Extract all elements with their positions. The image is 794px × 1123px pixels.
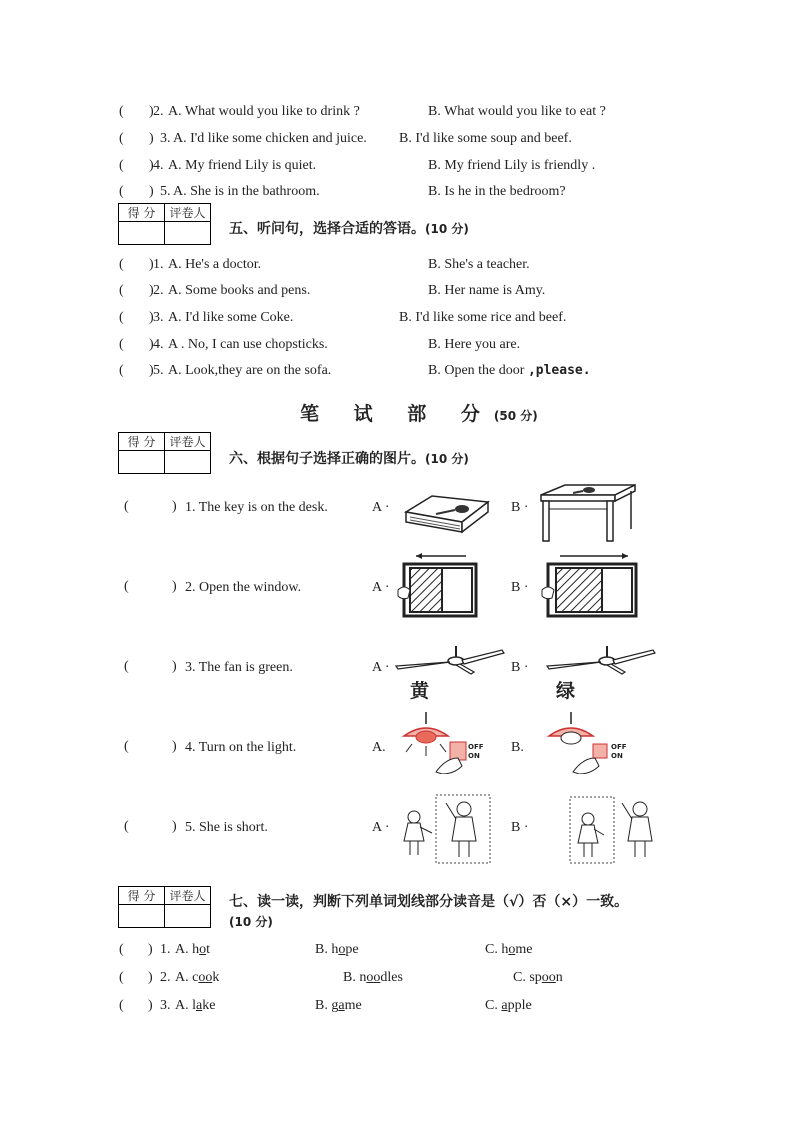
- item-number: 3.: [153, 310, 164, 325]
- answer-paren[interactable]: (: [119, 998, 124, 1013]
- answer-paren-close: ): [149, 184, 154, 199]
- word-part: A. l: [175, 998, 196, 1013]
- score-box: [118, 432, 211, 474]
- option-a: A . No, I can use chopsticks.: [168, 337, 328, 352]
- switch-on-label: ON: [468, 752, 480, 760]
- option-a-label[interactable]: A ·: [372, 580, 390, 595]
- word-part: A. h: [175, 942, 200, 957]
- item-number: 5.: [185, 820, 196, 835]
- word-part: me: [344, 998, 362, 1013]
- option-b: [315, 942, 359, 958]
- item-number: 3.: [160, 131, 171, 146]
- option-a: A. Look,they are on the sofa.: [168, 363, 332, 378]
- option-a: A. My friend Lily is quiet.: [168, 158, 317, 173]
- answer-paren[interactable]: (: [119, 363, 124, 378]
- answer-paren-close: ): [149, 104, 154, 119]
- option-b-label[interactable]: B ·: [511, 500, 529, 515]
- answer-paren[interactable]: (: [119, 131, 124, 146]
- grader-cell[interactable]: [165, 905, 211, 928]
- option-a: [175, 942, 210, 958]
- section5-title: 五、听问句，选择合适的答语。: [229, 221, 425, 237]
- answer-paren-close: ): [172, 739, 177, 754]
- option-c: [485, 942, 532, 958]
- answer-paren-close: ): [149, 131, 154, 146]
- window-opening-picture[interactable]: [538, 550, 638, 620]
- answer-paren[interactable]: (: [124, 579, 129, 594]
- book-with-key-picture[interactable]: [402, 492, 490, 538]
- option-c: [485, 998, 532, 1014]
- option-a: A. I'd like some Coke.: [168, 310, 294, 325]
- answer-paren-close: ): [149, 158, 154, 173]
- short-and-tall-girls-picture[interactable]: [398, 793, 494, 865]
- switch-off-label: OFF: [468, 743, 484, 751]
- item-number: 3.: [160, 998, 171, 1013]
- word-part: B. g: [315, 998, 339, 1013]
- option-b-tail: ,please.: [527, 363, 591, 378]
- item-number: 2.: [160, 970, 171, 985]
- written-title-points: (50 分): [493, 409, 538, 423]
- underlined-part: o: [338, 942, 346, 957]
- item-text: Open the window.: [199, 580, 302, 595]
- desk-with-key-picture[interactable]: [535, 483, 637, 543]
- answer-paren[interactable]: (: [119, 310, 124, 325]
- option-a: [175, 998, 215, 1014]
- word-part: n: [555, 970, 563, 985]
- option-b: [315, 998, 362, 1014]
- answer-paren[interactable]: (: [119, 970, 124, 985]
- answer-paren-close: ): [149, 257, 154, 272]
- item-sentence: [185, 740, 296, 756]
- word-part: me: [515, 942, 533, 957]
- score-label: 得 分: [119, 433, 165, 451]
- item-sentence: [185, 500, 328, 516]
- item-number: 2.: [153, 104, 164, 119]
- answer-paren[interactable]: (: [119, 257, 124, 272]
- underlined-part: oo: [366, 970, 381, 985]
- answer-paren[interactable]: (: [124, 659, 129, 674]
- word-part: dles: [380, 970, 403, 985]
- option-b: B. Her name is Amy.: [428, 283, 546, 298]
- answer-paren-close: ): [172, 819, 177, 834]
- answer-paren[interactable]: (: [119, 283, 124, 298]
- answer-paren[interactable]: (: [119, 337, 124, 352]
- option-b: B. I'd like some soup and beef.: [399, 131, 572, 146]
- option-b-label[interactable]: B ·: [511, 820, 529, 835]
- item-text: The fan is green.: [198, 660, 293, 675]
- word-part: C. h: [485, 942, 509, 957]
- score-label: 得 分: [119, 887, 165, 905]
- option-b-label[interactable]: B ·: [511, 660, 529, 675]
- item-sentence: [185, 660, 293, 676]
- section5-points: (10 分): [425, 222, 469, 236]
- section7-points: (10 分): [229, 915, 273, 929]
- word-part: t: [206, 942, 211, 957]
- answer-paren-close: ): [148, 998, 153, 1013]
- word-part: C.: [485, 998, 502, 1013]
- underlined-part: oo: [541, 970, 556, 985]
- written-part-title: [300, 399, 538, 426]
- item-number: 4.: [153, 158, 164, 173]
- item-number: 1.: [153, 257, 164, 272]
- option-b: [343, 970, 403, 986]
- fan-color-label-b: 绿: [556, 680, 576, 702]
- option-a-label[interactable]: A ·: [372, 500, 390, 515]
- option-a: A. Some books and pens.: [168, 283, 311, 298]
- answer-paren-close: ): [149, 310, 154, 325]
- answer-paren-close: ): [172, 499, 177, 514]
- section7-heading: 七、读一读，判断下列单词划线部分读音是（√）否（×）一致。: [229, 894, 629, 910]
- word-part: B. n: [343, 970, 367, 985]
- score-label: 得 分: [119, 204, 165, 222]
- option-b: [428, 363, 591, 379]
- option-b-label[interactable]: B ·: [511, 580, 529, 595]
- option-a: A. What would you like to drink ?: [168, 104, 360, 119]
- answer-paren-close: ): [172, 659, 177, 674]
- word-part: B. h: [315, 942, 339, 957]
- item-number: 5.: [160, 184, 171, 199]
- answer-paren-close: ): [172, 579, 177, 594]
- grader-label: 评卷人: [165, 887, 211, 905]
- answer-paren-close: ): [148, 942, 153, 957]
- word-part: k: [212, 970, 220, 985]
- option-b: B. My friend Lily is friendly .: [428, 158, 596, 173]
- section6-points: (10 分): [425, 452, 469, 466]
- answer-paren-close: ): [149, 283, 154, 298]
- word-part: ke: [202, 998, 216, 1013]
- item-sentence: [185, 580, 301, 596]
- word-part: pple: [507, 998, 532, 1013]
- underlined-part: a: [501, 998, 508, 1013]
- option-a-label[interactable]: A.: [372, 740, 386, 755]
- option-a: A. He's a doctor.: [168, 257, 262, 272]
- word-part: pe: [345, 942, 359, 957]
- underlined-part: oo: [198, 970, 213, 985]
- underlined-part: o: [199, 942, 207, 957]
- item-number: 5.: [153, 363, 164, 378]
- option-c: [513, 970, 563, 986]
- item-number: 2.: [153, 283, 164, 298]
- item-number: 1.: [160, 942, 171, 957]
- answer-paren-close: ): [149, 363, 154, 378]
- underlined-part: a: [338, 998, 345, 1013]
- option-a-label[interactable]: A ·: [372, 660, 390, 675]
- answer-paren[interactable]: (: [119, 104, 124, 119]
- section6-title: 六、根据句子选择正确的图片。: [229, 451, 425, 467]
- option-a: A. She is in the bathroom.: [173, 184, 320, 199]
- option-a: A. I'd like some chicken and juice.: [173, 131, 367, 146]
- score-cell[interactable]: [119, 222, 165, 245]
- word-part: A. c: [175, 970, 199, 985]
- score-cell[interactable]: [119, 451, 165, 474]
- option-b: B. I'd like some rice and beef.: [399, 310, 567, 325]
- item-text: The key is on the desk.: [198, 500, 328, 515]
- item-number: 1.: [185, 500, 196, 515]
- answer-paren[interactable]: (: [119, 942, 124, 957]
- grader-cell[interactable]: [165, 451, 211, 474]
- underlined-part: a: [196, 998, 203, 1013]
- score-cell[interactable]: [119, 905, 165, 928]
- answer-paren[interactable]: (: [119, 158, 124, 173]
- grader-label: 评卷人: [165, 204, 211, 222]
- item-text: She is short.: [199, 820, 268, 835]
- written-title-text: 笔 试 部 分: [300, 403, 494, 425]
- option-b: B. Here you are.: [428, 337, 521, 352]
- grader-cell[interactable]: [165, 222, 211, 245]
- window-closing-picture[interactable]: [396, 550, 480, 620]
- word-part: C. sp: [513, 970, 542, 985]
- switch-on-label: ON: [611, 752, 623, 760]
- item-sentence: [185, 820, 268, 836]
- answer-paren[interactable]: (: [124, 819, 129, 834]
- option-b: B. Is he in the bedroom?: [428, 184, 566, 199]
- option-b-label[interactable]: B.: [511, 740, 524, 755]
- section6-heading: [229, 448, 469, 468]
- answer-paren[interactable]: (: [124, 499, 129, 514]
- fan-color-label-a: 黄: [410, 680, 430, 702]
- grader-label: 评卷人: [165, 433, 211, 451]
- score-box: [118, 203, 211, 245]
- answer-paren-close: ): [149, 337, 154, 352]
- option-b: B. She's a teacher.: [428, 257, 530, 272]
- section5-heading: [229, 218, 469, 238]
- underlined-part: o: [508, 942, 516, 957]
- item-number: 3.: [185, 660, 196, 675]
- option-a-label[interactable]: A ·: [372, 820, 390, 835]
- answer-paren-close: ): [148, 970, 153, 985]
- answer-paren[interactable]: (: [124, 739, 129, 754]
- score-box: [118, 886, 211, 928]
- option-b: B. What would you like to eat ?: [428, 104, 606, 119]
- two-girls-picture[interactable]: [568, 793, 666, 865]
- option-b-text: B. Open the door: [428, 363, 525, 378]
- item-text: Turn on the light.: [198, 740, 297, 755]
- item-number: 4.: [153, 337, 164, 352]
- switch-off-label: OFF: [611, 743, 627, 751]
- item-number: 2.: [185, 580, 196, 595]
- light-off-picture[interactable]: [543, 712, 613, 774]
- option-a: [175, 970, 219, 986]
- answer-paren[interactable]: (: [119, 184, 124, 199]
- item-number: 4.: [185, 740, 196, 755]
